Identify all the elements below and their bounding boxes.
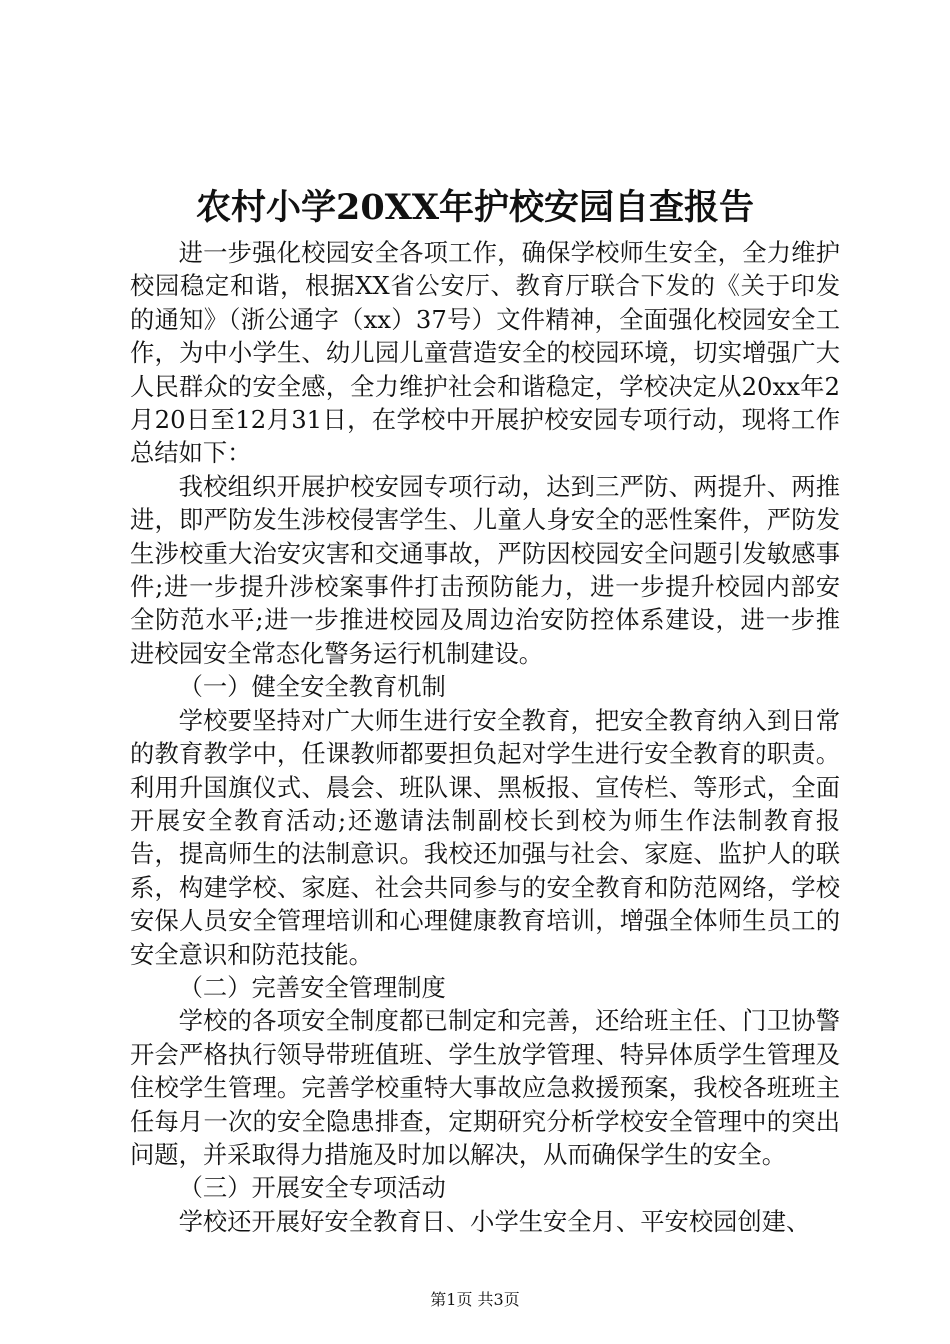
- section-heading-education: （一）健全安全教育机制: [178, 672, 446, 702]
- section-heading-management: （二）完善安全管理制度: [178, 972, 446, 1002]
- section-heading-activities: （三）开展安全专项活动: [178, 1173, 446, 1203]
- section-text-management: 学校的各项安全制度都已制定和完善，还给班主任、门卫协警开会严格执行领导带班值班、学生放学管理、特异体质学生管理及住校学生管理。完善学校重特大事故应急救援预案，我校各班班主任每月一次的安全隐患排查，定期研究分析学校安全管理中的突出问题，并采取得力措施及时加以解决，从而确保学生的安全。: [130, 1006, 840, 1169]
- section-text-education: 学校要坚持对广大师生进行安全教育，把安全教育纳入到日常的教育教学中，任课教师都要担负起对学生进行安全教育的职责。利用升国旗仪式、晨会、班队课、黑板报、宣传栏、等形式，全面开展安全教育活动;还邀请法制副校长到校为师生作法制教育报告，提高师生的法制意识。我校还加强与社会、家庭、监护人的联系，构建学校、家庭、社会共同参与的安全教育和防范网络，学校安保人员安全管理培训和心理健康教育培训，增强全体师生员工的安全意识和防范技能。: [130, 705, 840, 969]
- document-body: [130, 236, 840, 1238]
- intro-paragraph: 进一步强化校园安全各项工作，确保学校师生安全，全力维护校园稳定和谐，根据XX省公安厅、教育厅联合下发的《关于印发的通知》（浙公通字（xx）37号）文件精神，全面强化校园安全工作，为中小学生、幼儿园儿童营造安全的校园环境，切实增强广大人民群众的安全感，全力维护社会和谐稳定，学校决定从20xx年2月20日至12月31日，在学校中开展护校安园专项行动，现将工作总结如下：: [130, 238, 840, 468]
- action-paragraph: 我校组织开展护校安园专项行动，达到三严防、两提升、两推进，即严防发生涉校侵害学生、儿童人身安全的恶性案件，严防发生涉校重大治安灾害和交通事故，严防因校园安全问题引发敏感事件;进一步提升涉校案事件打击预防能力，进一步提升校园内部安全防范水平;进一步推进校园及周边治安防控体系建设，进一步推进校园安全常态化警务运行机制建设。: [130, 471, 840, 668]
- page-number-footer: 第1页 共3页: [430, 1290, 520, 1309]
- document-title: 农村小学20XX年护校安园自查报告: [195, 187, 755, 228]
- section-text-activities: 学校还开展好安全教育日、小学生安全月、平安校园创建、: [178, 1206, 811, 1236]
